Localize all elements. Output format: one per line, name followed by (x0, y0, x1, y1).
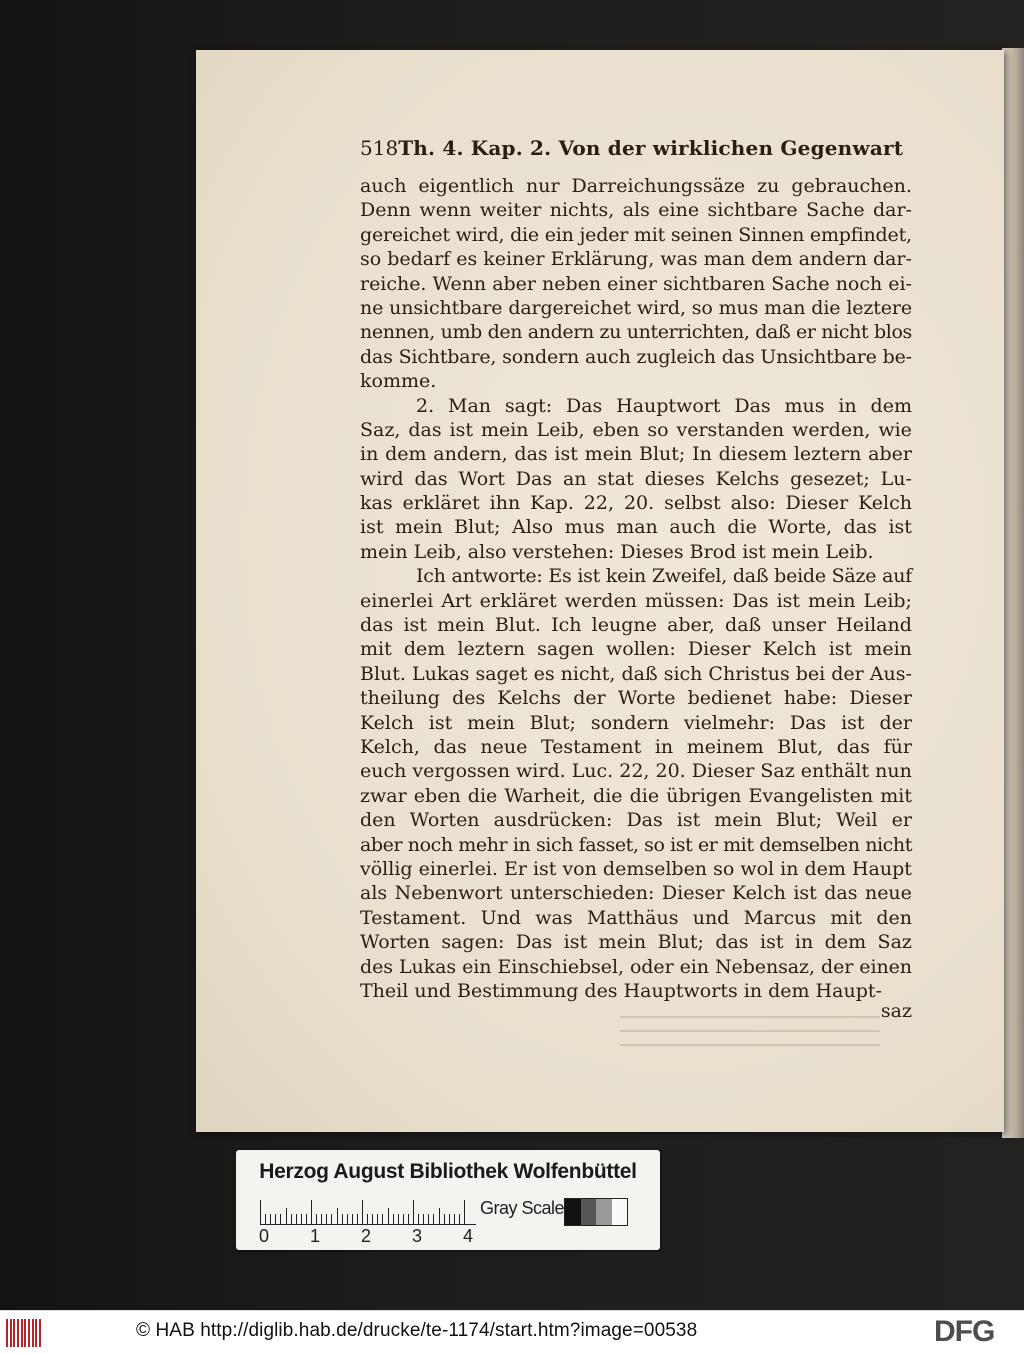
text-line: Saz, das ist mein Leib, eben so verstanden werden, wie (360, 418, 912, 441)
text-line: Kelch ist mein Blut; sondern vielmehr: Das ist der (360, 711, 912, 734)
ruler-tick (433, 1214, 434, 1224)
ruler-tick (408, 1214, 409, 1224)
text-line: den Worten ausdrücken: Das ist mein Blut; Weil er (360, 809, 912, 832)
ruler-tick (382, 1214, 383, 1224)
logo-bar (24, 1319, 26, 1347)
text-line: Blut. Lukas saget es nicht, daß sich Christus bei der Aus- (360, 662, 912, 685)
ruler-tick (367, 1214, 368, 1224)
ruler-tick (403, 1214, 404, 1224)
ruler-tick (439, 1208, 440, 1224)
logo-bar (10, 1319, 12, 1347)
ruler-tick (265, 1214, 266, 1224)
text-line: das ist mein Blut. Ich leugne aber, daß unser Heiland (360, 614, 912, 637)
text-line: aber noch mehr in sich fasset, so ist er mit demselben nicht (360, 833, 912, 856)
bleed-through-text (620, 1010, 880, 1046)
text-line: des Lukas ein Einschiebsel, oder ein Nebensaz, der einen (360, 955, 912, 978)
text-line: gereichet wird, die ein jeder mit seinen Sinnen empfindet, (360, 223, 912, 246)
text-line: auch eigentlich nur Darreichungssäze zu gebrauchen. (360, 175, 912, 197)
hab-logo-icon (6, 1319, 42, 1347)
running-header (360, 136, 904, 166)
ruler-tick (423, 1214, 424, 1224)
ruler-tick (413, 1200, 414, 1224)
text-line: mit dem leztern sagen wollen: Dieser Kelch ist mein (360, 638, 912, 661)
ruler-number: 2 (360, 1226, 371, 1246)
text-line: Kelch, das neue Testament in meinem Blut, das für (360, 735, 912, 758)
text-line: ist mein Blut; Also mus man auch die Worte, das ist (360, 516, 912, 539)
ruler-tick (444, 1214, 445, 1224)
ruler-tick (321, 1214, 322, 1224)
ruler-tick (260, 1200, 261, 1224)
text-line: als Nebenwort unterschieden: Dieser Kelch ist das neue (360, 882, 912, 905)
ruler-tick (301, 1214, 302, 1224)
text-line: reiche. Wenn aber neben einer sichtbaren Sache noch ei- (360, 272, 912, 295)
logo-bar (21, 1319, 23, 1347)
ruler-tick (464, 1200, 465, 1224)
logo-bar (13, 1319, 15, 1347)
ruler-tick (347, 1214, 348, 1224)
text-line: euch vergossen wird. Luc. 22, 20. Dieser Saz enthält nun (360, 760, 912, 783)
ruler-tick (331, 1214, 332, 1224)
ruler-tick (270, 1214, 271, 1224)
text-line: völlig einerlei. Er ist von demselben so wol in dem Haupt (360, 857, 912, 880)
text-line: Denn wenn weiter nichts, als eine sichtbare Sache dar- (360, 199, 912, 222)
ruler-tick (393, 1214, 394, 1224)
ruler-tick (398, 1214, 399, 1224)
body-text (360, 174, 912, 1003)
text-line: 2. Man sagt: Das Hauptwort Das mus in dem (416, 394, 912, 417)
text-line: nennen, umb den andern zu unterrichten, daß er nicht blos (360, 321, 912, 344)
text-line: in dem andern, das ist mein Blut; In diesem leztern aber (360, 443, 912, 466)
adjacent-page-edge (1002, 48, 1024, 1138)
text-line: einerlei Art erkläret werden müssen: Das ist mein Leib; (360, 589, 912, 612)
text-line: so bedarf es keiner Erklärung, was man dem andern dar- (360, 248, 912, 271)
copyright-link[interactable]: © HAB http://diglib.hab.de/drucke/te-1174/start.htm?image=00538 (136, 1320, 698, 1341)
ruler-tick (377, 1214, 378, 1224)
ruler-tick (337, 1208, 338, 1224)
viewer-footer (0, 1310, 1024, 1353)
ruler-tick (352, 1214, 353, 1224)
ruler-tick (357, 1214, 358, 1224)
text-line: Ich antworte: Es ist kein Zweifel, daß beide Säze auf (416, 565, 912, 588)
ruler-tick (326, 1214, 327, 1224)
scale-ruler (260, 1196, 476, 1226)
gray-scale-swatches (564, 1198, 628, 1226)
ruler-tick (388, 1208, 389, 1224)
ruler-tick (286, 1208, 287, 1224)
text-line: kas erkläret ihn Kap. 22, 20. selbst also: Dieser Kelch (360, 492, 912, 515)
ruler-tick (459, 1214, 460, 1224)
ruler-tick (280, 1214, 281, 1224)
catchword: saz (880, 1000, 912, 1022)
ruler-number: 4 (462, 1226, 473, 1246)
text-line: theilung des Kelchs der Worte bedienet habe: Dieser (360, 687, 912, 710)
logo-bar (17, 1319, 19, 1347)
ruler-numbers (254, 1226, 484, 1248)
ruler-tick (311, 1200, 312, 1224)
ruler-number: 3 (411, 1226, 422, 1246)
ruler-tick (275, 1214, 276, 1224)
text-line: Theil und Bestimmung des Hauptworts in dem Haupt- (360, 979, 882, 1002)
ruler-tick (362, 1200, 363, 1224)
logo-bar (6, 1319, 8, 1347)
dfg-logo: DFG (934, 1315, 995, 1348)
ruler-tick (306, 1214, 307, 1224)
ruler-number: 1 (309, 1226, 320, 1246)
text-line: Testament. Und was Matthäus und Marcus mit den (360, 906, 912, 929)
logo-bar (39, 1319, 41, 1347)
logo-bar (28, 1319, 30, 1347)
logo-bar (35, 1319, 37, 1347)
ruler-tick (454, 1214, 455, 1224)
text-line: das Sichtbare, sondern auch zugleich das Unsichtbare be- (360, 345, 912, 368)
text-line: Worten sagen: Das ist mein Blut; das ist in dem Saz (360, 931, 912, 954)
text-line: wird das Wort Das an stat dieses Kelchs gesezet; Lu- (360, 467, 912, 490)
ruler-tick (449, 1214, 450, 1224)
text-line: zwar eben die Warheit, die die übrigen Evangelisten mit (360, 784, 912, 807)
text-line: ne unsichtbare dargereichet wird, so mus man die leztere (360, 296, 912, 319)
page-number: 518 (360, 136, 399, 160)
ruler-tick (418, 1214, 419, 1224)
ruler-number: 0 (258, 1226, 269, 1246)
logo-bar (32, 1319, 34, 1347)
text-line: mein Leib, also verstehen: Dieses Brod ist mein Leib. (360, 540, 874, 563)
ruler-tick (372, 1214, 373, 1224)
ruler-tick (296, 1214, 297, 1224)
ruler-tick (291, 1214, 292, 1224)
ruler-tick (428, 1214, 429, 1224)
ruler-tick (316, 1214, 317, 1224)
running-title: Th. 4. Kap. 2. Von der wirklichen Gegenwart (398, 136, 904, 160)
gray-scale-label: Gray Scale (480, 1198, 565, 1218)
library-name: Herzog August Bibliothek Wolfenbüttel (259, 1160, 637, 1183)
ruler-tick (342, 1214, 343, 1224)
text-line: komme. (360, 370, 437, 393)
color-reference-card (236, 1150, 660, 1250)
